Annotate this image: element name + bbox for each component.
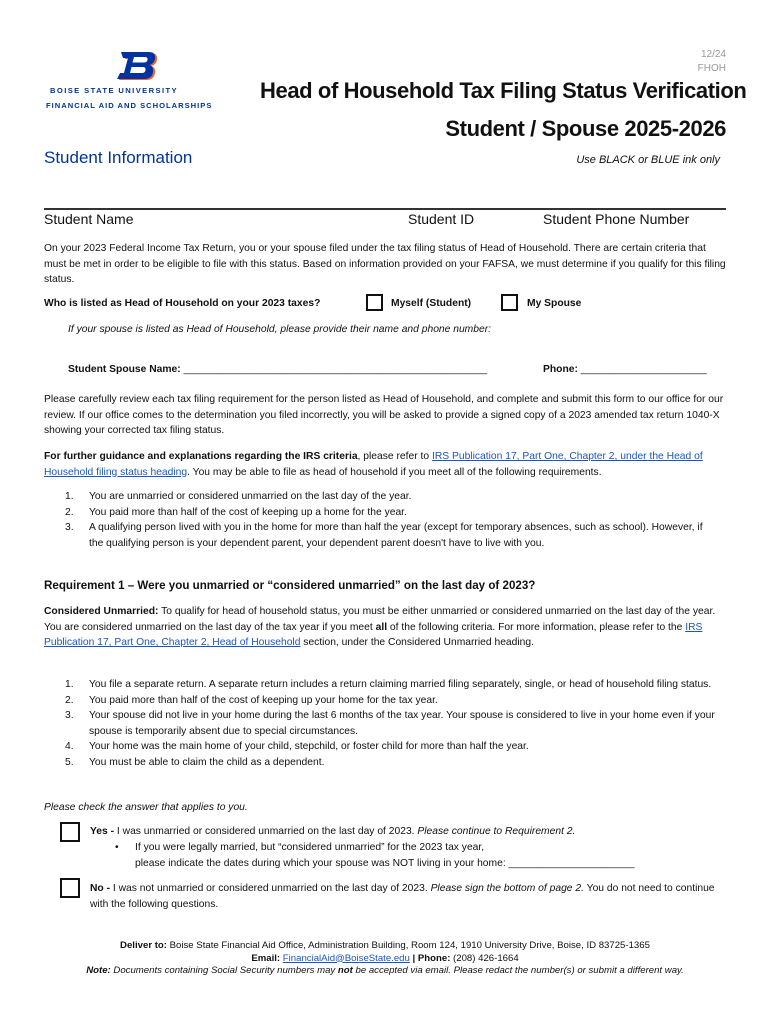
list-item bbox=[44, 677, 724, 693]
yes-text: I was unmarried or considered unmarried on the last day of 2023. bbox=[116, 826, 418, 837]
contact-line bbox=[30, 953, 740, 966]
email-label: Email: bbox=[251, 952, 281, 964]
form-version bbox=[698, 48, 726, 76]
requirements-list bbox=[44, 489, 716, 551]
list-number: 2. bbox=[65, 694, 74, 706]
ink-note: Use BLACK or BLUE ink only bbox=[576, 154, 720, 166]
criteria-list bbox=[44, 677, 724, 770]
list-number: 3. bbox=[65, 710, 74, 721]
spouse-name-label: Student Spouse Name: bbox=[68, 364, 181, 375]
cu-text-1: To qualify for head of household status, you must be either unmarried or considered unmarried on the last day of the year. You are considered unmarried on the last day of the tax year if you meet bbox=[44, 606, 716, 633]
no-option bbox=[90, 881, 726, 912]
university-name: BOISE STATE UNIVERSITY bbox=[50, 86, 178, 95]
spouse-phone-label: Phone: bbox=[543, 364, 578, 375]
yes-bullet-icon: • bbox=[115, 842, 119, 853]
list-item bbox=[44, 693, 724, 709]
deliver-address: Boise State Financial Aid Office, Administration Building, Room 124, 1910 University Drive, Boise, ID 83725-1365 bbox=[166, 940, 650, 951]
considered-unmarried-paragraph bbox=[44, 604, 724, 651]
guidance-lead: For further guidance and explanations regarding the IRS criteria bbox=[44, 451, 358, 462]
yes-instruction: Please continue to Requirement 2. bbox=[417, 826, 576, 837]
list-text: You are unmarried or considered unmarried on the last day of the year. bbox=[89, 491, 412, 502]
student-phone-label: Student Phone Number bbox=[543, 211, 690, 227]
spouse-phone-blank[interactable]: ______________________ bbox=[580, 364, 707, 375]
list-number: 1. bbox=[65, 491, 74, 502]
check-prompt: Please check the answer that applies to you. bbox=[44, 802, 248, 813]
yes-checkbox[interactable] bbox=[60, 822, 80, 842]
list-text: You paid more than half of the cost of keeping up a home for the year. bbox=[89, 506, 407, 518]
yes-bullet-line-2[interactable]: please indicate the dates during which your spouse was NOT living in your home: ______________________ bbox=[135, 857, 635, 869]
irs-hoh-link[interactable]: IRS Publication 17, Part One, Chapter 2, Head of Household bbox=[44, 621, 703, 648]
version-code: FHOH bbox=[697, 63, 726, 74]
list-item bbox=[44, 505, 716, 521]
yes-option bbox=[90, 824, 730, 840]
head-of-household-question: Who is listed as Head of Household on your 2023 taxes? bbox=[44, 298, 321, 309]
list-number: 2. bbox=[65, 506, 74, 518]
email-link[interactable]: FinancialAid@BoiseState.edu bbox=[282, 952, 410, 964]
guidance-post-link: . You may be able to file as head of household if you meet all of the following requirements. bbox=[187, 466, 602, 478]
no-label: No - bbox=[90, 883, 113, 894]
form-subtitle: Student / Spouse 2025-2026 bbox=[445, 116, 726, 141]
list-text: You file a separate return. A separate return includes a return claiming married filing separately, single, or head of household filing status. bbox=[89, 679, 712, 690]
section-heading-student-info: Student Information bbox=[44, 148, 193, 167]
student-id-label: Student ID bbox=[408, 211, 475, 227]
list-number: 5. bbox=[65, 756, 74, 768]
form-title: Head of Household Tax Filing Status Verification bbox=[260, 78, 747, 103]
guidance-pre-link: , please refer to bbox=[357, 451, 432, 462]
list-item bbox=[44, 489, 716, 505]
myself-option-label: Myself (Student) bbox=[391, 298, 472, 309]
boise-state-b-logo bbox=[115, 48, 157, 82]
no-instruction: Please sign the bottom of page 2. bbox=[430, 883, 584, 894]
review-paragraph: Please carefully review each tax filing requirement for the person listed as Head of Household, and complete and submit this form to our office for our review. If our office comes to the determination you filed incorrectly, you will be asked to provide a signed copy of a 2023 amended tax return 1040-X showing your corrected tax filing status. bbox=[44, 394, 724, 436]
note-pre: Documents containing Social Security numbers may bbox=[110, 965, 338, 976]
version-date: 12/24 bbox=[700, 49, 726, 60]
yes-label: Yes - bbox=[90, 826, 117, 837]
requirement-1-heading: Requirement 1 – Were you unmarried or “considered unmarried” on the last day of 2023? bbox=[44, 579, 536, 592]
list-item bbox=[44, 739, 724, 755]
list-text: Your home was the main home of your child, stepchild, or foster child for more than half the year. bbox=[89, 741, 529, 752]
intro-paragraph: On your 2023 Federal Income Tax Return, you or your spouse filed under the tax filing status of Head of Household. There are certain criteria that must be met in order to be eligible to file with this status. Based on information provided on your FAFSA, we must determine if you qualify for this filing status. bbox=[44, 243, 726, 285]
no-text-2: You do not need to continue with the following questions. bbox=[90, 883, 715, 910]
yes-bullet-line-1: If you were legally married, but “considered unmarried” for the 2023 tax year, bbox=[135, 842, 485, 853]
list-item bbox=[44, 520, 716, 551]
myself-checkbox[interactable] bbox=[366, 294, 383, 311]
irs-publication-link[interactable]: IRS Publication 17, Part One, Chapter 2, under the Head of Household filing status heading bbox=[44, 451, 703, 478]
spouse-option-label: My Spouse bbox=[527, 298, 582, 309]
phone-label: | Phone: bbox=[409, 952, 451, 964]
note-label: Note: bbox=[86, 965, 111, 976]
considered-unmarried-label: Considered Unmarried: bbox=[44, 606, 159, 617]
signature-line bbox=[44, 208, 726, 210]
footer bbox=[30, 940, 740, 978]
list-item bbox=[44, 708, 724, 739]
note-not: not bbox=[337, 965, 353, 976]
list-item bbox=[44, 755, 724, 771]
spouse-phone-field[interactable] bbox=[543, 362, 707, 378]
list-text: You paid more than half of the cost of keeping up your home for the tax year. bbox=[89, 694, 438, 706]
no-text: I was not unmarried or considered unmarried on the last day of 2023. bbox=[112, 883, 431, 894]
phone-number: (208) 426-1664 bbox=[450, 952, 519, 964]
list-number: 4. bbox=[65, 741, 74, 752]
spouse-name-field[interactable] bbox=[68, 362, 487, 378]
spouse-name-blank[interactable]: _____________________________________________________ bbox=[183, 364, 488, 375]
note-post: be accepted via email. Please redact the number(s) or submit a different way. bbox=[352, 965, 684, 976]
guidance-paragraph bbox=[44, 449, 730, 480]
list-number: 1. bbox=[65, 679, 74, 690]
yes-bullet-text bbox=[135, 840, 730, 871]
department-name: FINANCIAL AID AND SCHOLARSHIPS bbox=[46, 101, 213, 110]
list-text: A qualifying person lived with you in the home for more than half the year (except for temporary absences, such as school). However, if the qualifying person is your dependent parent, your dependent parent doesn't have to live with you. bbox=[89, 522, 703, 549]
cu-text-2: of the following criteria. For more information, please refer to the bbox=[387, 621, 686, 633]
spouse-note: If your spouse is listed as Head of Household, please provide their name and phone number: bbox=[68, 324, 492, 335]
list-text: Your spouse did not live in your home during the last 6 months of the tax year. Your spouse is considered to live in your home even if your spouse is temporarily absent due to special circumstances. bbox=[89, 710, 715, 737]
spouse-checkbox[interactable] bbox=[501, 294, 518, 311]
deliver-label: Deliver to: bbox=[120, 940, 167, 951]
note-line bbox=[30, 965, 740, 978]
deliver-line bbox=[30, 940, 740, 953]
no-checkbox[interactable] bbox=[60, 878, 80, 898]
list-text: You must be able to claim the child as a dependent. bbox=[89, 756, 325, 768]
list-number: 3. bbox=[65, 522, 74, 533]
student-name-label: Student Name bbox=[44, 211, 134, 227]
cu-text-3: section, under the Considered Unmarried heading. bbox=[300, 637, 534, 648]
cu-all: all bbox=[375, 621, 388, 633]
